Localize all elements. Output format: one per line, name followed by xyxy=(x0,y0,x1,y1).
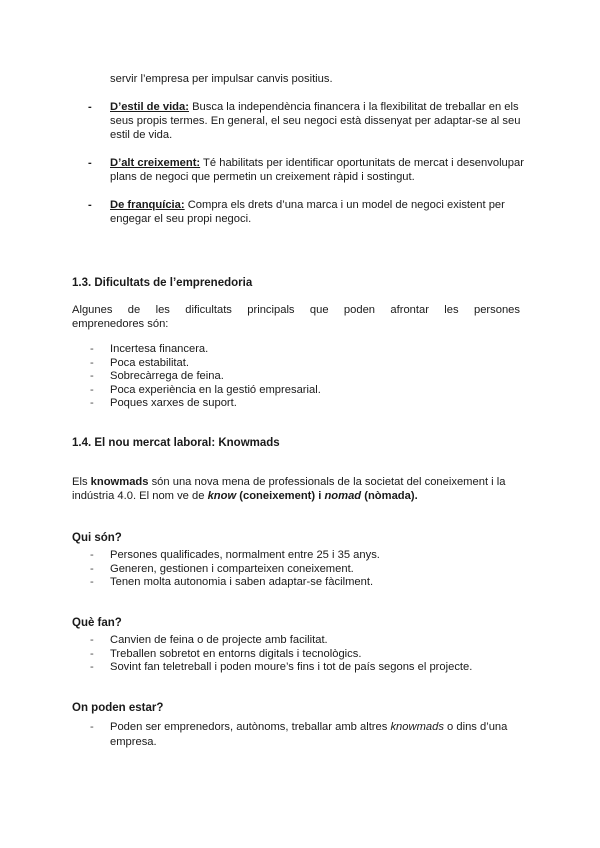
list-item xyxy=(72,384,532,398)
intro-line-2: emprenedores són: xyxy=(72,318,169,330)
list-item-text: Generen, gestionen i comparteixen coneixement. xyxy=(110,562,354,575)
bullet-marker: - xyxy=(88,199,92,211)
type-desc: Compra els drets d’una marca i un model de negoci existent per engegar el seu propi negoci. xyxy=(110,199,505,225)
dash-marker: - xyxy=(90,383,94,396)
list-item xyxy=(72,370,532,384)
list-item xyxy=(72,100,532,142)
continuation-text: servir l’empresa per impulsar canvis positius. xyxy=(110,73,333,85)
list-item-text: Canvien de feina o de projecte amb facilitat. xyxy=(110,634,328,646)
intro-line-1: Algunes de les dificultats principals que poden afrontar les persones xyxy=(72,304,520,316)
list-item-text: Poca estabilitat. xyxy=(110,356,189,369)
dash-marker: - xyxy=(90,370,94,382)
bullet-marker: - xyxy=(88,101,92,113)
list-item-text: Poques xarxes de suport. xyxy=(110,397,237,409)
dash-marker: - xyxy=(90,356,94,369)
list-item xyxy=(72,576,532,590)
term-nomad: nomad xyxy=(324,490,362,502)
list-item xyxy=(72,198,532,226)
dash-marker: - xyxy=(90,634,94,646)
list-item xyxy=(72,648,532,662)
dash-marker: - xyxy=(90,576,94,588)
list-item-text: Sovint fan teletreball i poden moure’s fins i tot de país segons el projecte. xyxy=(110,661,473,673)
on-poden-estar-list xyxy=(72,720,527,750)
list-item xyxy=(72,156,532,184)
list-item-text: Persones qualificades, normalment entre 25 i 35 anys. xyxy=(110,549,380,561)
list-item xyxy=(72,634,532,648)
text-run: o dins d’una empresa. xyxy=(110,721,508,748)
list-item xyxy=(72,563,532,577)
dash-marker: - xyxy=(90,661,94,673)
dash-marker: - xyxy=(90,397,94,409)
type-desc: Té habilitats per identificar oportunitats de mercat i desenvolupar plans de negoci que permetin un creixement ràpid i sostingut. xyxy=(110,157,524,183)
qui-son-list xyxy=(72,549,532,590)
text-run: Els xyxy=(72,476,91,488)
list-item xyxy=(72,720,527,750)
dash-marker: - xyxy=(90,647,94,660)
section-heading: 1.4. El nou mercat laboral: Knowmads xyxy=(72,437,280,449)
que-fan-list xyxy=(72,634,532,675)
subheading-on-poden-estar: On poden estar? xyxy=(72,702,164,714)
text-run: (coneixement) i xyxy=(236,490,325,502)
text-run: (nòmada). xyxy=(361,490,418,502)
list-item xyxy=(72,397,532,411)
dash-marker: - xyxy=(90,721,94,733)
text-run: són una nova mena de professionals de la societat del coneixement i la indústria 4.0. El nom ve de xyxy=(72,476,506,502)
difficulties-list xyxy=(72,343,532,411)
section-heading: 1.3. Dificultats de l’emprenedoria xyxy=(72,277,253,289)
dash-marker: - xyxy=(90,562,94,575)
term-knowmads: knowmads xyxy=(390,721,444,733)
knowmads-paragraph xyxy=(72,475,512,503)
type-desc: Busca la independència financera i la flexibilitat de treballar en els seus propis termes. En general, el seu negoci està dissenyat per adaptar-se al seu estil de vida. xyxy=(110,101,521,141)
type-term: D’alt creixement: xyxy=(110,157,201,169)
dash-marker: - xyxy=(90,343,94,355)
list-item-text: Poca experiència en la gestió empresarial. xyxy=(110,383,321,396)
list-item-text: Incertesa financera. xyxy=(110,343,209,355)
list-item xyxy=(72,343,532,357)
term-knowmads: knowmads xyxy=(90,476,149,488)
list-item xyxy=(72,549,532,563)
list-item xyxy=(72,357,532,371)
text-run: Poden ser emprenedors, autònoms, treballar amb altres xyxy=(110,721,391,733)
dash-marker: - xyxy=(90,549,94,561)
list-item-text: Sobrecàrrega de feina. xyxy=(110,370,224,382)
bullet-marker: - xyxy=(88,157,92,169)
subheading-qui-son: Qui són? xyxy=(72,532,122,544)
list-item-text: Tenen molta autonomia i saben adaptar-se fàcilment. xyxy=(110,576,374,588)
list-item-text: Treballen sobretot en entorns digitals i tecnològics. xyxy=(110,647,362,660)
subheading-que-fan: Què fan? xyxy=(72,617,122,629)
list-item xyxy=(72,661,532,675)
term-know: know xyxy=(207,490,237,502)
entrepreneur-types-list xyxy=(72,100,532,240)
type-term: De franquícia: xyxy=(110,199,185,211)
type-term: D’estil de vida: xyxy=(110,101,189,113)
